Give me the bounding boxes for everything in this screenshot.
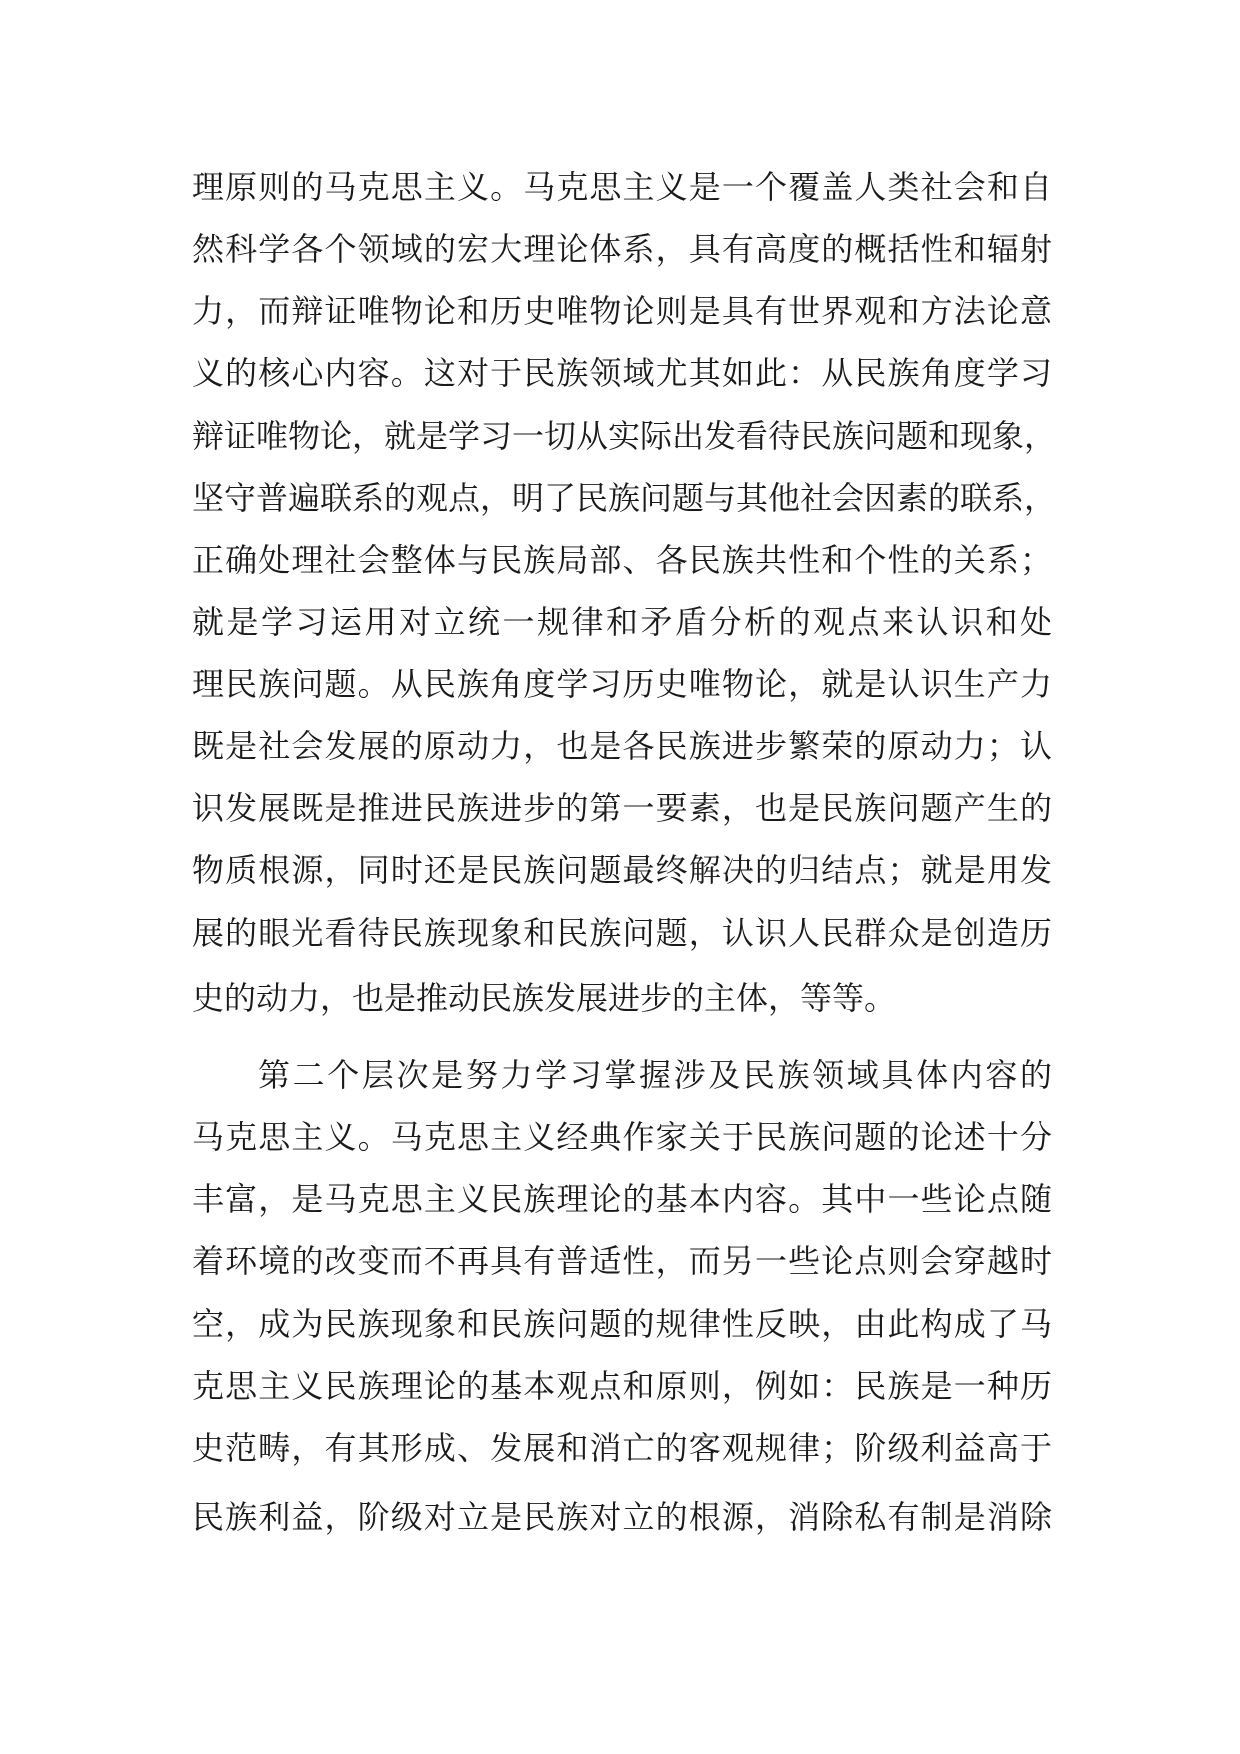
- text-line: 识发展既是推进民族进步的第一要素，也是民族问题产生的: [192, 789, 1052, 827]
- text-line: 物质根源，同时还是民族问题最终解决的归结点；就是用发: [192, 851, 1052, 889]
- text-line: 理民族问题。从民族角度学习历史唯物论，就是认识生产力: [192, 665, 1052, 703]
- text-line: 理原则的马克思主义。马克思主义是一个覆盖人类社会和自: [192, 168, 1052, 206]
- text-line: 正确处理社会整体与民族局部、各民族共性和个性的关系；: [192, 541, 1052, 579]
- text-line: 义的核心内容。这对于民族领域尤其如此：从民族角度学习: [192, 354, 1052, 392]
- text-line: 丰富，是马克思主义民族理论的基本内容。其中一些论点随: [192, 1180, 1052, 1218]
- text-line: 展的眼光看待民族现象和民族问题，认识人民群众是创造历: [192, 914, 1052, 952]
- paragraph-end-line: 史的动力，也是推动民族发展进步的主体，等等。: [192, 979, 897, 1017]
- text-line: 着环境的改变而不再具有普适性，而另一些论点则会穿越时: [192, 1242, 1052, 1280]
- paragraph-first-line: 第二个层次是努力学习掌握涉及民族领域具体内容的: [258, 1056, 1052, 1094]
- text-line: 然科学各个领域的宏大理论体系，具有高度的概括性和辐射: [192, 230, 1052, 268]
- text-line: 民族利益，阶级对立是民族对立的根源，消除私有制是消除: [192, 1498, 1052, 1536]
- text-line: 力，而辩证唯物论和历史唯物论则是具有世界观和方法论意: [192, 292, 1052, 330]
- text-line: 空，成为民族现象和民族问题的规律性反映，由此构成了马: [192, 1305, 1052, 1343]
- text-line: 史范畴，有其形成、发展和消亡的客观规律；阶级利益高于: [192, 1429, 1052, 1467]
- text-line: 辩证唯物论，就是学习一切从实际出发看待民族问题和现象，: [192, 417, 1057, 455]
- text-line: 既是社会发展的原动力，也是各民族进步繁荣的原动力；认: [192, 727, 1052, 765]
- text-line: 坚守普遍联系的观点，明了民族问题与其他社会因素的联系，: [192, 479, 1057, 517]
- text-line: 就是学习运用对立统一规律和矛盾分析的观点来认识和处: [192, 603, 1052, 641]
- text-line: 克思主义民族理论的基本观点和原则，例如：民族是一种历: [192, 1367, 1052, 1405]
- text-line: 马克思主义。马克思主义经典作家关于民族问题的论述十分: [192, 1118, 1052, 1156]
